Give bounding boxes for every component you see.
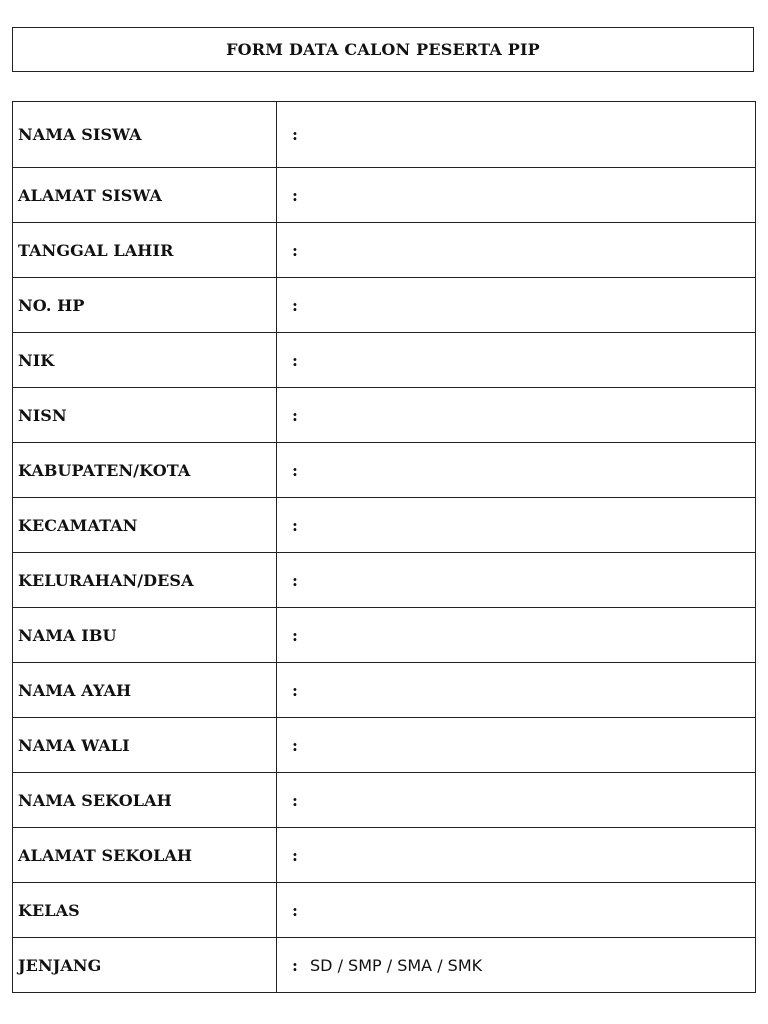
field-label-cell [13, 498, 277, 553]
field-label: NAMA SISWA [18, 125, 142, 144]
field-label: TANGGAL LAHIR [18, 240, 174, 260]
field-label-cell [13, 883, 277, 938]
field-separator: : [292, 240, 298, 260]
field-value [306, 791, 310, 810]
field-label: KELURAHAN/DESA [18, 570, 194, 590]
form-row [13, 443, 756, 498]
field-label: ALAMAT SEKOLAH [18, 845, 193, 865]
field-value [306, 516, 310, 535]
field-label: JENJANG [18, 955, 102, 975]
form-row [13, 553, 756, 608]
field-value-cell[interactable] [277, 498, 756, 553]
form-row [13, 223, 756, 278]
field-label-cell [13, 223, 277, 278]
field-value-cell[interactable] [277, 883, 756, 938]
field-label-cell [13, 443, 277, 498]
field-separator: : [292, 515, 298, 535]
field-label: NISN [18, 405, 67, 425]
field-label: KABUPATEN/KOTA [18, 460, 191, 480]
field-separator: : [292, 460, 298, 480]
field-value-cell[interactable] [277, 443, 756, 498]
form-row [13, 608, 756, 663]
form-row [13, 102, 756, 168]
field-value-cell[interactable] [277, 608, 756, 663]
form-row [13, 938, 756, 993]
form-row [13, 498, 756, 553]
field-value [306, 736, 310, 755]
field-label: NAMA WALI [18, 735, 130, 755]
field-value [306, 125, 310, 144]
field-value-cell[interactable] [277, 102, 756, 168]
form-row [13, 388, 756, 443]
field-separator: : [292, 790, 298, 810]
field-value-cell[interactable] [277, 663, 756, 718]
form-row [13, 333, 756, 388]
field-value [306, 681, 310, 700]
field-label: KECAMATAN [18, 515, 138, 535]
field-label-cell [13, 333, 277, 388]
field-value-cell[interactable] [277, 388, 756, 443]
form-body [13, 102, 756, 993]
form-title: FORM DATA CALON PESERTA PIP [226, 40, 540, 59]
field-label-cell [13, 663, 277, 718]
field-separator: : [292, 405, 298, 425]
field-label-cell [13, 388, 277, 443]
field-value [306, 186, 310, 205]
field-separator: : [292, 845, 298, 865]
field-label: NAMA AYAH [18, 680, 132, 700]
form-row [13, 828, 756, 883]
field-value [306, 571, 310, 590]
field-separator: : [292, 295, 298, 315]
field-label: NAMA SEKOLAH [18, 790, 172, 810]
form-row [13, 718, 756, 773]
field-label-cell [13, 608, 277, 663]
field-value [306, 901, 310, 920]
field-value [306, 461, 310, 480]
field-value [306, 406, 310, 425]
form-row [13, 278, 756, 333]
field-value-cell[interactable] [277, 278, 756, 333]
field-label-cell [13, 828, 277, 883]
form-row [13, 663, 756, 718]
form-row [13, 168, 756, 223]
field-label-cell [13, 773, 277, 828]
field-label-cell [13, 718, 277, 773]
field-value: SD / SMP / SMA / SMK [310, 955, 483, 975]
field-label: KELAS [18, 900, 80, 920]
field-value [306, 351, 310, 370]
field-label: NO. HP [18, 295, 85, 315]
field-label-cell [13, 102, 277, 168]
form-table [12, 101, 756, 993]
form-row [13, 883, 756, 938]
field-value-cell[interactable] [277, 223, 756, 278]
field-value-cell[interactable] [277, 773, 756, 828]
form-title-box [12, 27, 754, 72]
field-separator: : [292, 185, 298, 205]
form-row [13, 773, 756, 828]
field-value [306, 241, 310, 260]
field-separator: : [292, 680, 298, 700]
field-separator: : [292, 625, 298, 645]
field-separator: : [292, 570, 298, 590]
field-label: NAMA IBU [18, 625, 117, 645]
field-label-cell [13, 168, 277, 223]
field-label-cell [13, 278, 277, 333]
field-value-cell[interactable] [277, 828, 756, 883]
field-value-cell[interactable] [277, 938, 756, 993]
field-value-cell[interactable] [277, 718, 756, 773]
field-value [306, 626, 310, 645]
field-value-cell[interactable] [277, 553, 756, 608]
field-label: NIK [18, 350, 55, 370]
field-label-cell [13, 938, 277, 993]
field-separator: : [292, 955, 298, 975]
field-value [306, 846, 310, 865]
field-value-cell[interactable] [277, 333, 756, 388]
field-label: ALAMAT SISWA [18, 185, 162, 205]
field-value-cell[interactable] [277, 168, 756, 223]
field-value [306, 296, 310, 315]
field-separator: : [292, 125, 298, 144]
field-separator: : [292, 350, 298, 370]
field-label-cell [13, 553, 277, 608]
field-separator: : [292, 735, 298, 755]
field-separator: : [292, 900, 298, 920]
